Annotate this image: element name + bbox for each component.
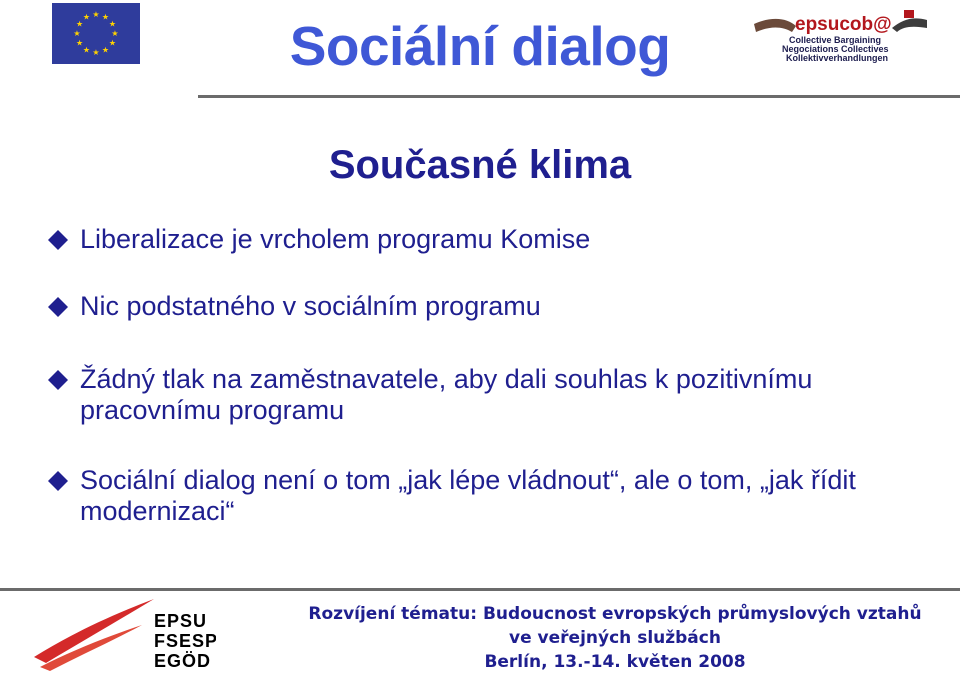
page-title: Sociální dialog <box>289 15 671 77</box>
footer-text: Berlín, 13.-14. květen 2008 <box>484 652 746 672</box>
star-icon: ★ <box>82 12 91 22</box>
epsu-logo-line: EPSU <box>154 611 208 631</box>
star-icon: ★ <box>73 29 81 38</box>
slide-subtitle: Současné klima <box>328 143 632 187</box>
bullet-text: Liberalizace je vrcholem programu Komise <box>80 224 591 254</box>
star-icon: ★ <box>92 48 100 57</box>
star-icon: ★ <box>75 19 84 29</box>
epsucob-line: Negociations Collectives <box>782 44 889 54</box>
footer-text: Rozvíjení tématu: Budoucnost evropských průmyslových vztahů <box>308 604 922 624</box>
star-icon: ★ <box>108 19 117 29</box>
epsucob-line: Kollektivverhandlungen <box>786 53 889 63</box>
diamond-bullet-icon <box>48 297 68 317</box>
epsu-logo <box>26 597 216 675</box>
epsu-logo-line: FSESP <box>154 631 216 651</box>
bullet-text: Sociální dialog není o tom „jak lépe vládnout“, ale o tom, „jak řídit modernizaci“ <box>80 465 856 526</box>
bullet-text: Nic podstatného v sociálním programu <box>80 291 541 321</box>
bullet-text: Žádný tlak na zaměstnavatele, aby dali souhlas k pozitivnímu pracovnímu programu <box>80 364 813 425</box>
diamond-bullet-icon <box>48 370 68 390</box>
star-icon: ★ <box>82 45 91 55</box>
star-icon: ★ <box>92 10 100 19</box>
diamond-bullet-icon <box>48 471 68 491</box>
star-icon: ★ <box>111 29 119 38</box>
epsu-logo-line: EGÖD <box>154 651 212 671</box>
footer-text: ve veřejných službách <box>509 628 721 648</box>
diamond-bullet-icon <box>48 230 68 250</box>
footer-divider <box>0 588 960 591</box>
star-icon: ★ <box>108 38 117 48</box>
star-icon: ★ <box>75 38 84 48</box>
epsu-swoosh-icon <box>26 597 216 675</box>
star-icon: ★ <box>101 45 110 55</box>
title-divider <box>198 95 960 98</box>
epsucob-brand: epsucob@ <box>795 14 892 35</box>
epsucob-line: Collective Bargaining <box>789 35 882 45</box>
star-icon: ★ <box>101 12 110 22</box>
